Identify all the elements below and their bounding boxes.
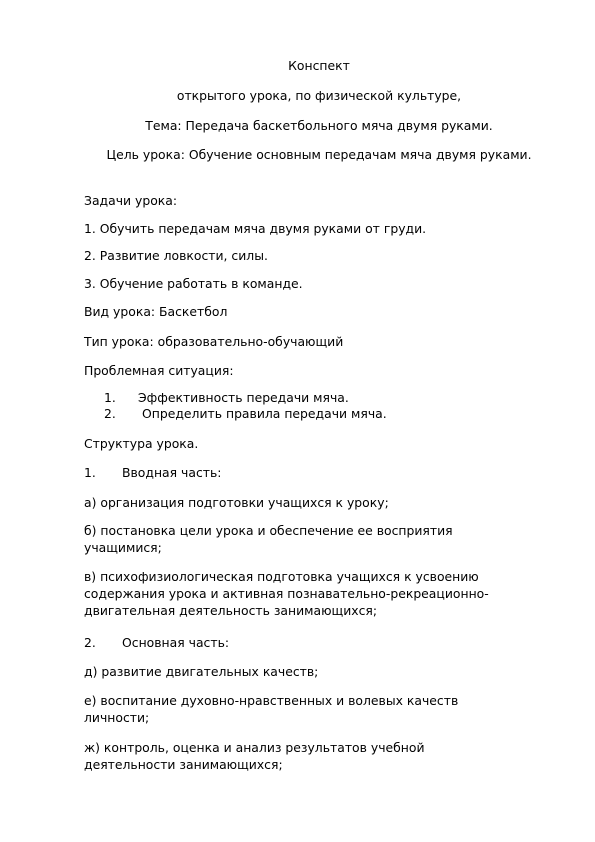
document-subtitle: открытого урока, по физической культуре, [176, 88, 462, 103]
tasks-heading: Задачи урока: [84, 193, 178, 208]
task-item: 2. Развитие ловкости, силы. [84, 248, 268, 263]
structure-part-1 [84, 464, 221, 481]
task-item: 3. Обучение работать в команде. [84, 276, 303, 291]
lesson-kind: Вид урока: Баскетбол [84, 304, 228, 319]
task-item: 1. Обучить передачам мяча двумя руками от груди. [84, 221, 427, 236]
part1-item: б) постановка цели урока и обеспечение ее восприятия учащимися; [84, 523, 453, 555]
problem-heading: Проблемная ситуация: [84, 363, 234, 378]
list-text: Основная часть: [122, 635, 230, 650]
part2-item: д) развитие двигательных качеств; [84, 664, 319, 679]
list-text: Эффективность передачи мяча. [138, 390, 349, 405]
list-number: 2. [104, 406, 116, 421]
list-number: 2. [84, 635, 96, 650]
list-text: Вводная часть: [122, 465, 222, 480]
document-title: Конспект [288, 58, 350, 73]
lesson-type: Тип урока: образовательно-обучающий [84, 334, 344, 349]
problem-item [104, 389, 349, 406]
part2-item: ж) контроль, оценка и анализ результатов учебной деятельности занимающихся; [84, 740, 425, 772]
lesson-theme: Тема: Передача баскетбольного мяча двумя руками. [145, 118, 493, 133]
list-number: 1. [84, 465, 96, 480]
structure-heading: Структура урока. [84, 436, 199, 451]
lesson-goal: Цель урока: Обучение основным передачам мяча двумя руками. [106, 147, 532, 162]
list-text: Определить правила передачи мяча. [142, 406, 387, 421]
part1-item: а) организация подготовки учащихся к уроку; [84, 495, 389, 510]
part2-item: е) воспитание духовно-нравственных и волевых качеств личности; [84, 693, 459, 725]
problem-item [104, 405, 387, 422]
part1-item: в) психофизиологическая подготовка учащихся к усвоению содержания урока и активная познавательно-рекреационно-двигательная деятельность занимающихся; [84, 569, 489, 618]
list-number: 1. [104, 390, 116, 405]
structure-part-2 [84, 634, 229, 651]
